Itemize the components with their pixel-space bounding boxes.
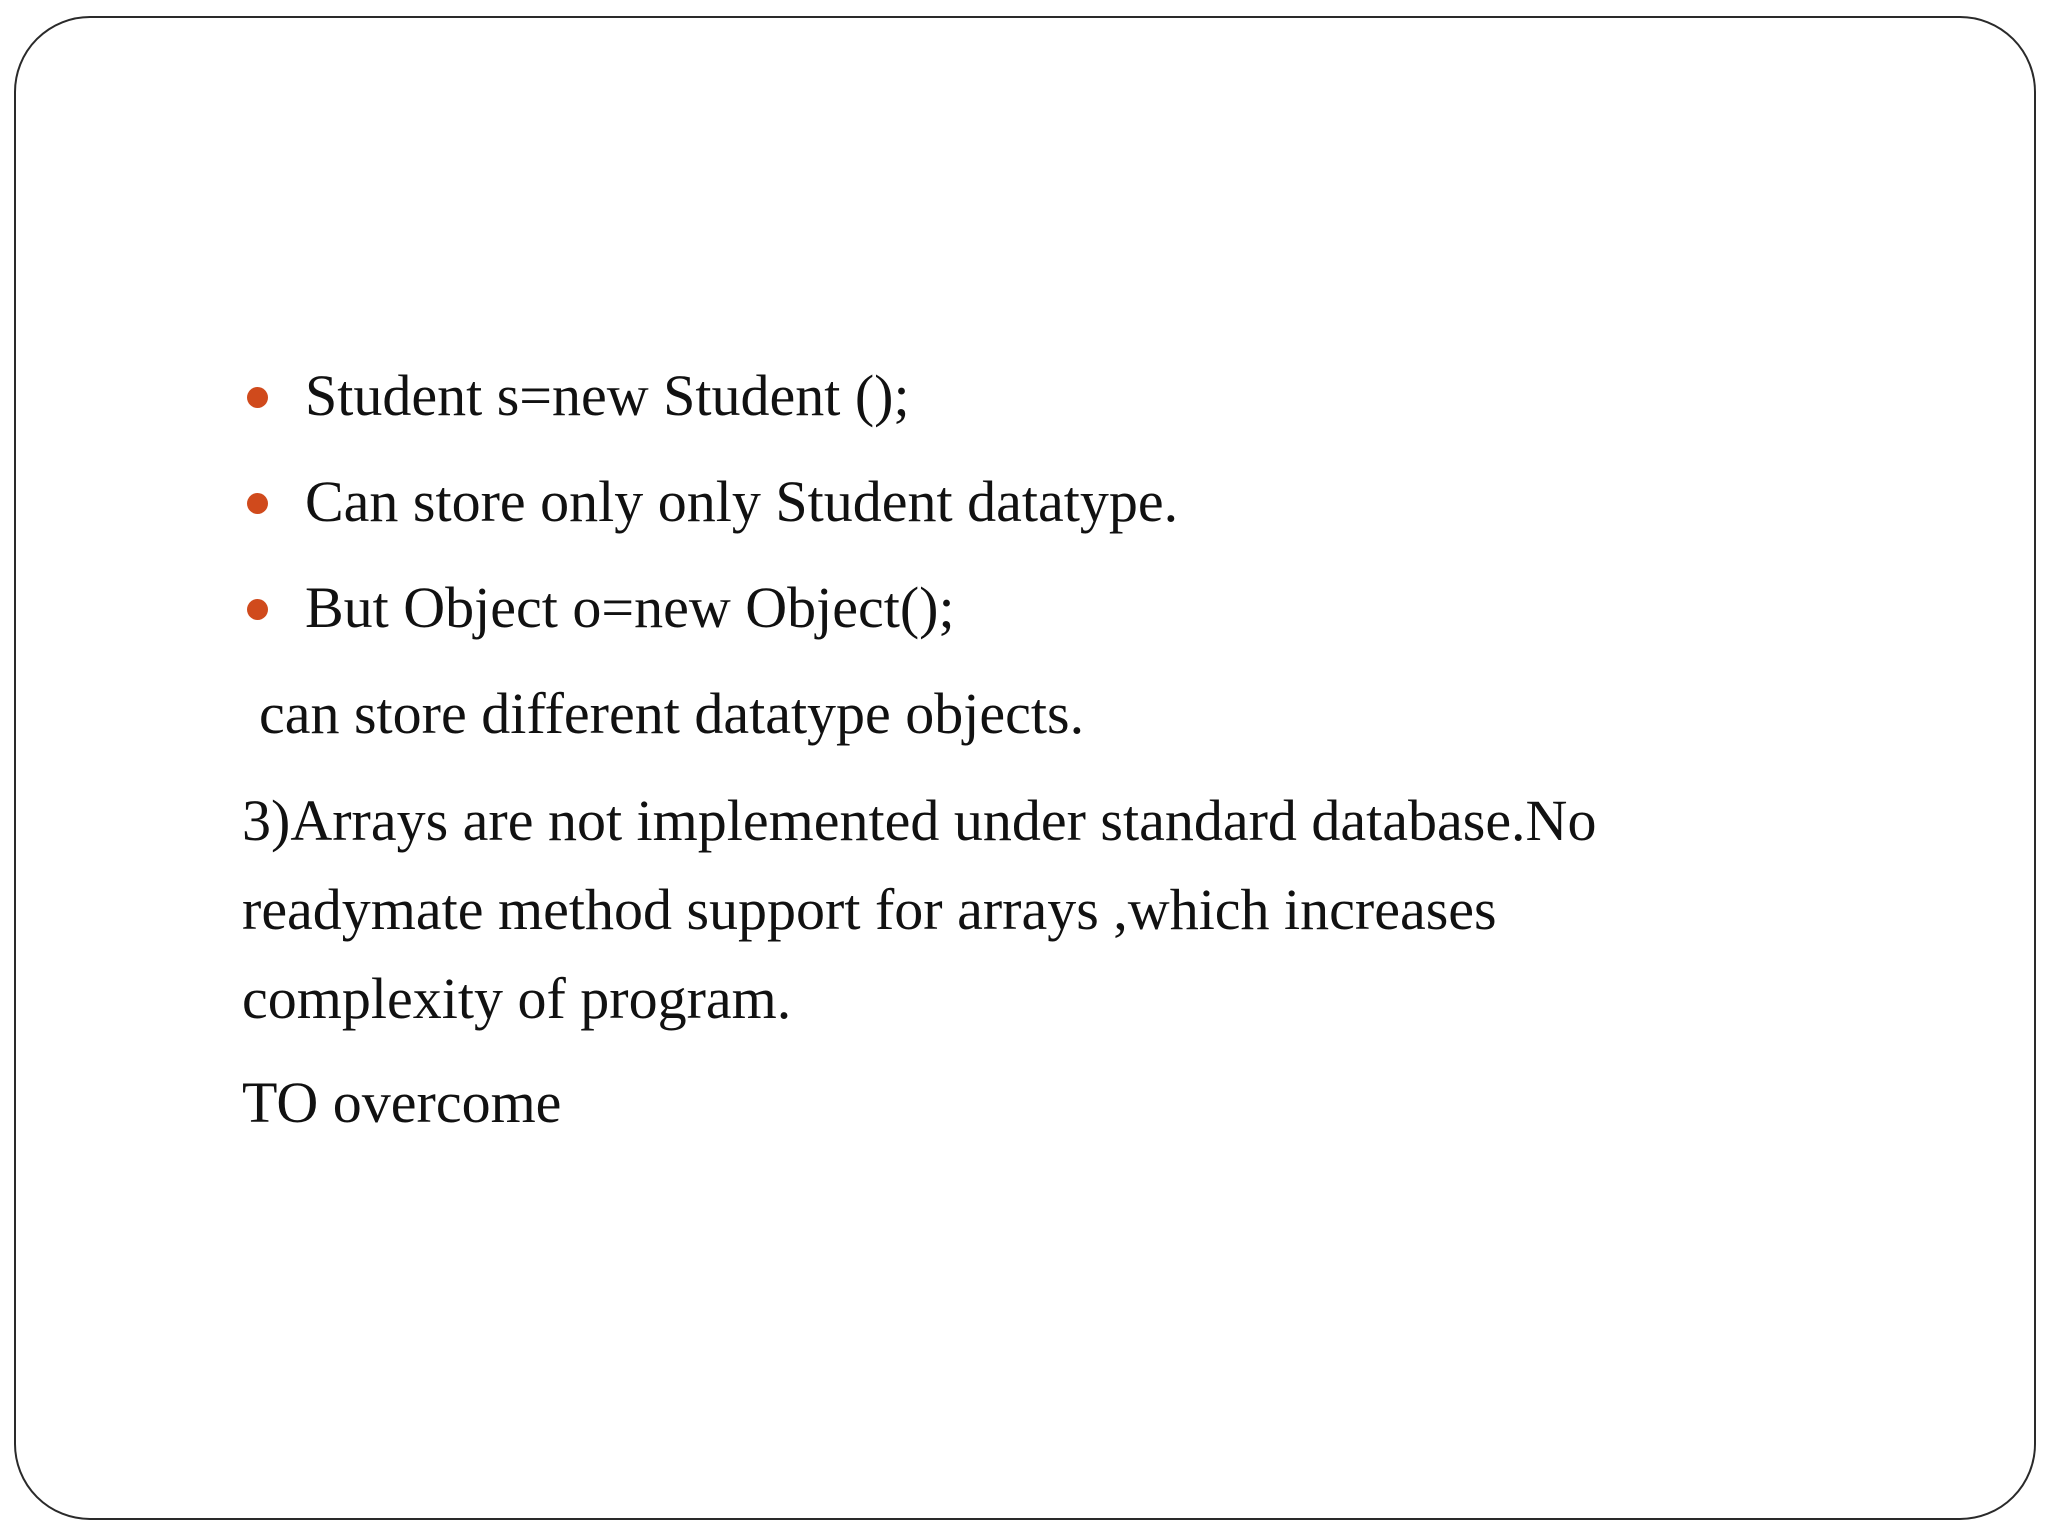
closing-text: TO overcome (242, 1070, 562, 1135)
bullet-item (242, 564, 1882, 670)
bullet-dot-icon (247, 387, 268, 408)
bullet-item (242, 352, 1882, 458)
slide-content (242, 352, 1882, 1147)
bullet-text: But Object o=new Object(); (305, 575, 955, 640)
paragraph (242, 776, 1882, 1043)
paragraph-line: complexity of program. (242, 966, 792, 1031)
bullet-dot-icon (247, 493, 268, 514)
continuation-text: can store different datatype objects. (259, 681, 1085, 746)
paragraph-line: 3)Arrays are not implemented under standard database.No (242, 788, 1597, 853)
bullet-dot-icon (247, 599, 268, 620)
paragraph-line: readymate method support for arrays ,which increases (242, 877, 1497, 942)
bullet-item (242, 458, 1882, 564)
slide-frame (14, 16, 2036, 1520)
bullet-text: Student s=new Student (); (305, 363, 910, 428)
bullet-text: Can store only only Student datatype. (305, 469, 1179, 534)
